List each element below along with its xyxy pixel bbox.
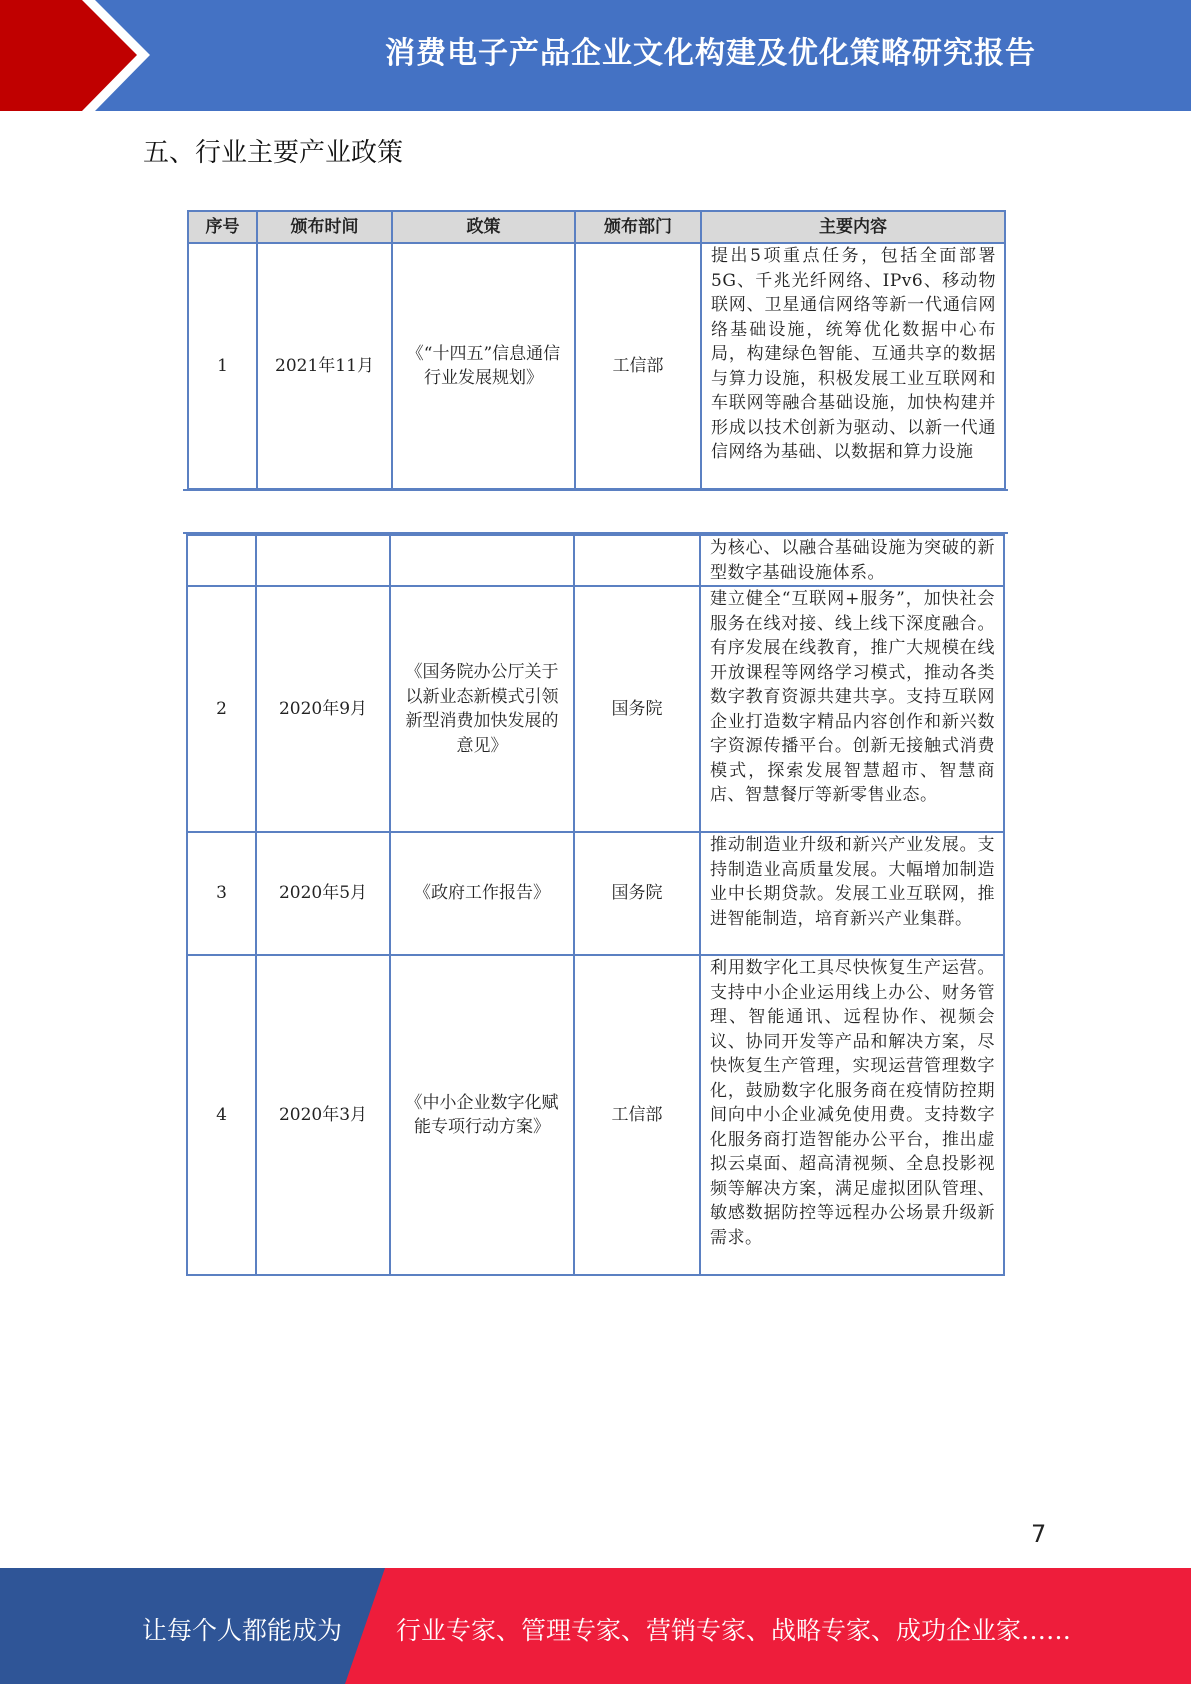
row-content: 建立健全“互联网+服务”，加快社会服务在线对接、线上线下深度融合。有序发展在线教育，推广大规模在线开放课程等网络学习模式，推动各类数字教育资源共建共享。支持互联网企业打造数字精品内容创作和新兴数字资源传播平台。创新无接触式消费模式，探索发展智慧超市、智慧商店、智慧餐厅等新零售业态。	[700, 586, 1004, 832]
row-dept	[574, 535, 700, 586]
row-number: 1	[188, 243, 257, 489]
row-date	[256, 535, 390, 586]
page-footer	[0, 1568, 1191, 1684]
table-row	[187, 832, 1004, 955]
row-policy: 《国务院办公厅关于以新业态新模式引领新型消费加快发展的意见》	[390, 586, 574, 832]
footer-slogan-right: 行业专家、管理专家、营销专家、战略专家、成功企业家……	[396, 1616, 1072, 1645]
row-policy: 《中小企业数字化赋能专项行动方案》	[390, 955, 574, 1275]
section-heading: 五、行业主要产业政策	[143, 138, 404, 168]
row-dept: 国务院	[574, 832, 700, 955]
row-number	[187, 535, 256, 586]
row-content: 推动制造业升级和新兴产业发展。支持制造业高质量发展。大幅增加制造业中长期贷款。发展工业互联网，推进智能制造，培育新兴产业集群。	[700, 832, 1004, 955]
row-date: 2020年5月	[256, 832, 390, 955]
row-content: 为核心、以融合基础设施为突破的新型数字基础设施体系。	[700, 535, 1004, 586]
row-policy: 《“十四五”信息通信行业发展规划》	[392, 243, 575, 489]
row-dept: 国务院	[574, 586, 700, 832]
row-date: 2021年11月	[257, 243, 392, 489]
row-content: 利用数字化工具尽快恢复生产运营。支持中小企业运用线上办公、财务管理、智能通讯、远程协作、视频会议、协同开发等产品和解决方案，尽快恢复生产管理，实现运营管理数字化，鼓励数字化服务商在疫情防控期间向中小企业减免使用费。支持数字化服务商打造智能办公平台，推出虚拟云桌面、超高清视频、全息投影视频等解决方案，满足虚拟团队管理、敏感数据防控等远程办公场景升级新需求。	[700, 955, 1004, 1275]
table-row	[187, 586, 1004, 832]
table-row	[188, 243, 1005, 489]
table-bottom-rule	[183, 489, 1008, 491]
row-dept: 工信部	[575, 243, 701, 489]
policy-table-part-2	[186, 534, 1005, 1276]
report-title: 消费电子产品企业文化构建及优化策略研究报告	[385, 36, 1036, 71]
row-date: 2020年9月	[256, 586, 390, 832]
row-number: 2	[187, 586, 256, 832]
row-dept: 工信部	[574, 955, 700, 1275]
table-row-continued	[187, 535, 1004, 586]
column-header-date: 颁布时间	[257, 211, 392, 243]
page-header	[0, 0, 1191, 111]
row-number: 3	[187, 832, 256, 955]
row-policy: 《政府工作报告》	[390, 832, 574, 955]
policy-table-part-1	[187, 210, 1006, 490]
row-date: 2020年3月	[256, 955, 390, 1275]
table-header-row	[188, 211, 1005, 243]
column-header-no: 序号	[188, 211, 257, 243]
row-policy	[390, 535, 574, 586]
row-content: 提出5项重点任务，包括全面部署5G、千兆光纤网络、IPv6、移动物联网、卫星通信网络等新一代通信网络基础设施，统筹优化数据中心布局，构建绿色智能、互通共享的数据与算力设施，积极发展工业互联网和车联网等融合基础设施，加快构建并形成以技术创新为驱动、以新一代通信网络为基础、以数据和算力设施	[701, 243, 1005, 489]
column-header-policy: 政策	[392, 211, 575, 243]
page-number: 7	[1031, 1520, 1047, 1548]
column-header-dept: 颁布部门	[575, 211, 701, 243]
table-row	[187, 955, 1004, 1275]
column-header-content: 主要内容	[701, 211, 1005, 243]
footer-slogan-left: 让每个人都能成为	[142, 1616, 343, 1645]
row-number: 4	[187, 955, 256, 1275]
